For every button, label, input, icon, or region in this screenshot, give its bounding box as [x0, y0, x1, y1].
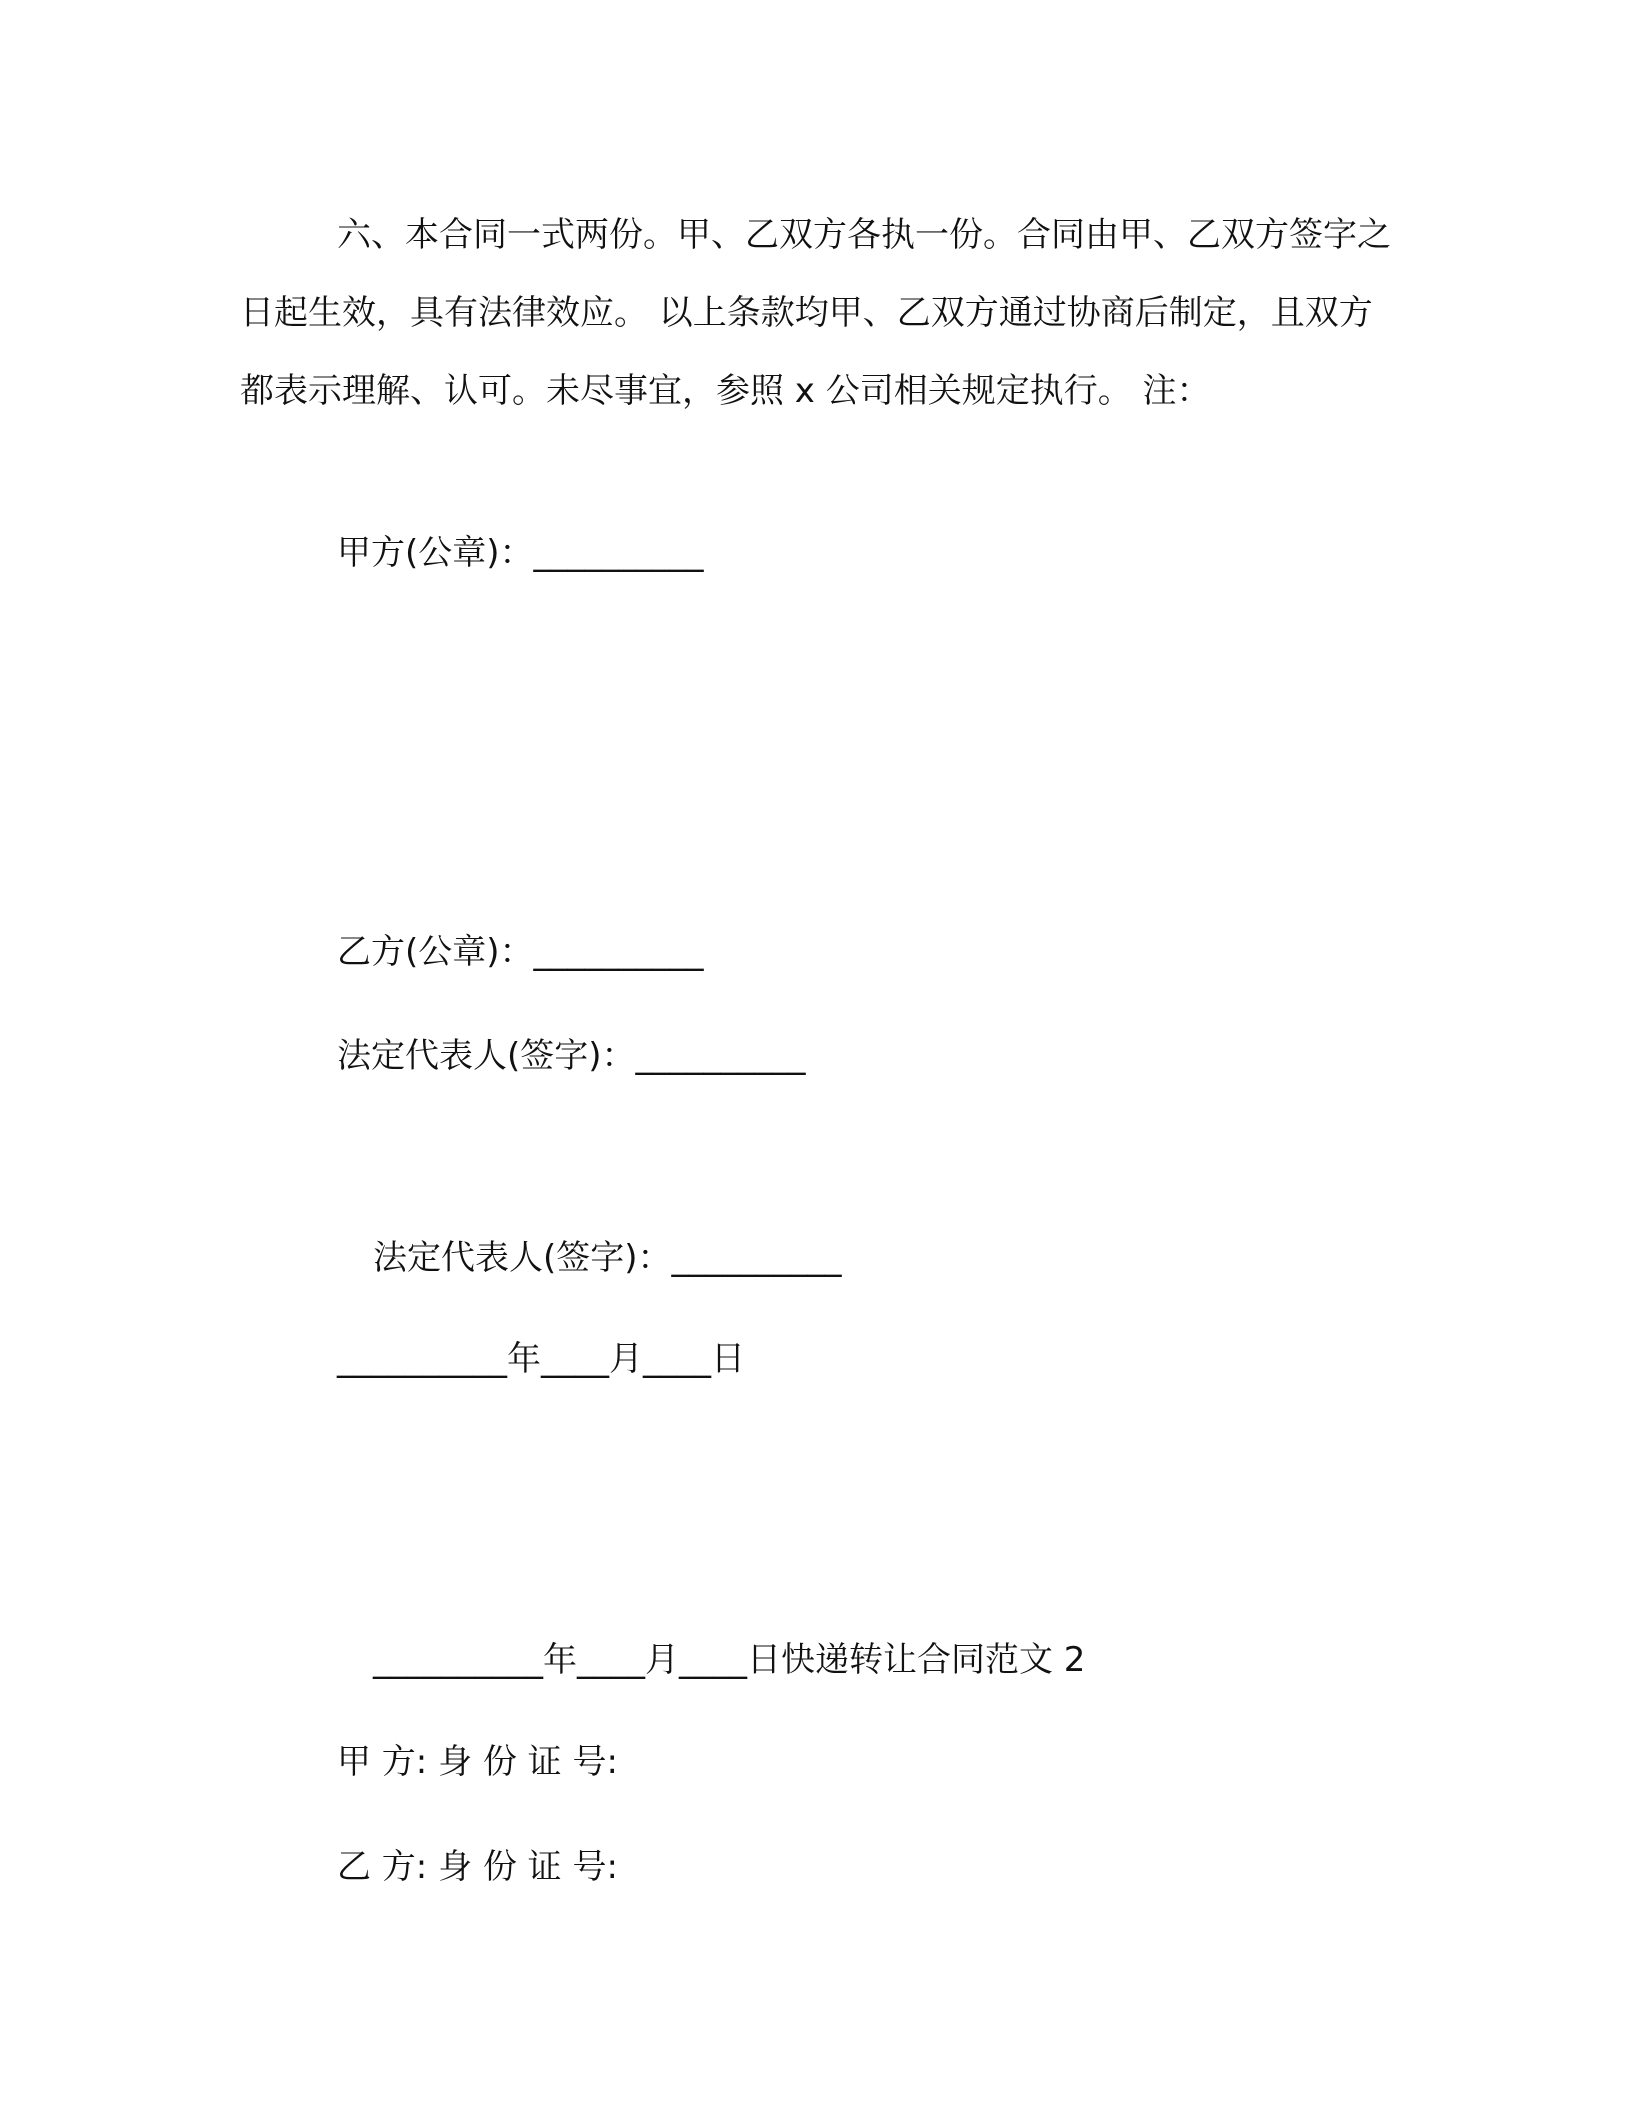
- party-a-seal-line: 甲方(公章)：__________: [337, 533, 704, 573]
- clause-six-paragraph: 六、本合同一式两份。甲、乙双方各执一份。合同由甲、乙双方签字之日起生效，具有法律效应。 以上条款均甲、乙双方通过协商后制定，且双方都表示理解、认可。未尽事宜，参照 x 公司相关规定执行。 注：: [240, 215, 1391, 411]
- party-b-id-line: 乙 方: 身 份 证 号:: [337, 1847, 618, 1887]
- party-a-id-line: 甲 方: 身 份 证 号:: [337, 1742, 618, 1782]
- legal-representative-line-1: 法定代表人(签字)：__________: [337, 1036, 806, 1076]
- legal-representative-line-2: 法定代表人(签字)：__________: [373, 1238, 842, 1278]
- party-b-seal-line: 乙方(公章)：__________: [337, 932, 704, 972]
- next-contract-heading: __________年____月____日快递转让合同范文 2: [373, 1640, 1086, 1680]
- signing-date-line: __________年____月____日: [337, 1339, 745, 1379]
